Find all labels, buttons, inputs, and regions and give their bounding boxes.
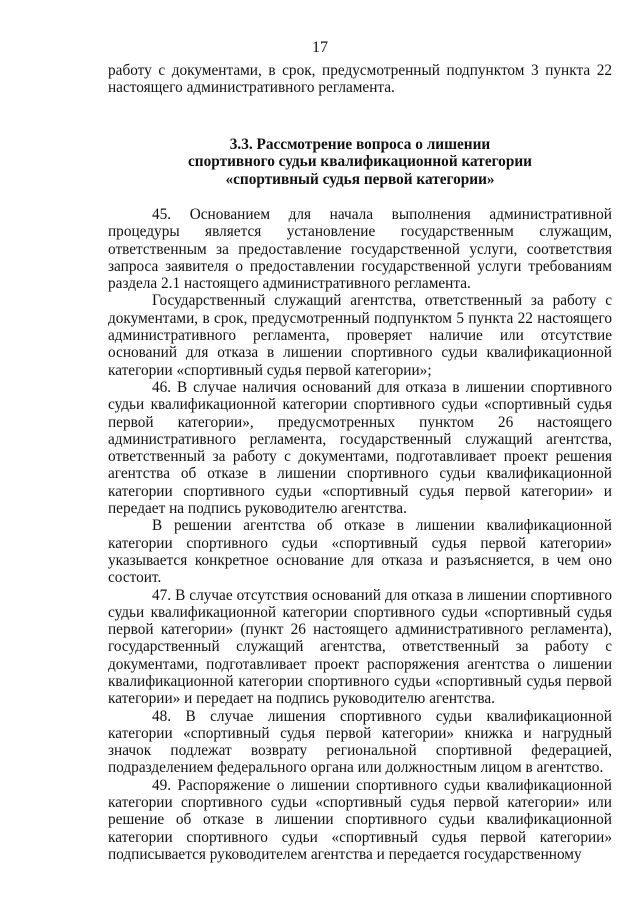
paragraph-48: 48. В случае лишения спортивного судьи квалификационной категории «спортивный судья первой категории» книжка и нагрудный значок подлежат возврату региональной спортивной федерацией, подразделением федерального органа или должностным лицом в агентство.: [108, 707, 612, 777]
paragraph-45: 45. Основанием для начала выполнения административной процедуры является установление государственным служащим, ответственным за предоставление государственной услуги, соответствия запроса заявителя о предоставлении государственной услуги требованиям раздела 2.1 настоящего административного регламента.: [108, 205, 612, 293]
paragraph-46: 46. В случае наличия оснований для отказа в лишении спортивного судьи квалификационной категории спортивного судьи «спортивный судья первой категории», предусмотренных пунктом 26 настоящего административного регламента, государственный служащий агентства, ответственный за работу с документами, подготавливает проект решения агентства об отказе в лишении спортивного судьи квалификационной категории спортивного судьи «спортивный судья первой категории» и передает на подпись руководителю агентства.: [108, 378, 612, 518]
section-heading: [108, 136, 612, 189]
heading-line-3: «спортивный судья первой категории»: [225, 171, 495, 189]
paragraph-46-decision: В решении агентства об отказе в лишении квалификационной категории спортивного судьи «спортивный судья первой категории» указывается конкретное основание для отказа и разъясняется, в чем оно состоит.: [108, 517, 612, 587]
paragraph-45-check: Государственный служащий агентства, ответственный за работу с документами, в срок, предусмотренный подпунктом 5 пункта 22 настоящего административного регламента, проверяет наличие или отсутствие оснований для отказа в лишении спортивного судьи квалификационной категории «спортивный судья первой категории»;: [108, 292, 612, 379]
paragraph-continued: работу с документами, в срок, предусмотренный подпунктом 3 пункта 22 настоящего административного регламента.: [108, 62, 612, 97]
paragraph-49: 49. Распоряжение о лишении спортивного судьи квалификационной категории спортивного судьи «спортивный судья первой категории» или решение об отказе в лишении спортивного судьи квалификационной категории спортивного судьи «спортивный судья первой категории» подписывается руководителем агентства и передается государственному: [108, 776, 612, 863]
heading-line-1: 3.3. Рассмотрение вопроса о лишении: [229, 135, 491, 153]
paragraph-47: 47. В случае отсутствия оснований для отказа в лишении спортивного судьи квалификационной категории спортивного судьи «спортивный судья первой категории» (пункт 26 настоящего административного регламента), государственный служащий агентства, ответственный за работу с документами, подготавливает проект распоряжения агентства о лишении квалификационной категории спортивного судьи «спортивный судья первой категории» и передает на подпись руководителю агентства.: [108, 586, 612, 708]
heading-line-2: спортивного судьи квалификационной категории: [188, 153, 532, 171]
page-number: 17: [312, 39, 328, 56]
document-body: [108, 62, 612, 863]
